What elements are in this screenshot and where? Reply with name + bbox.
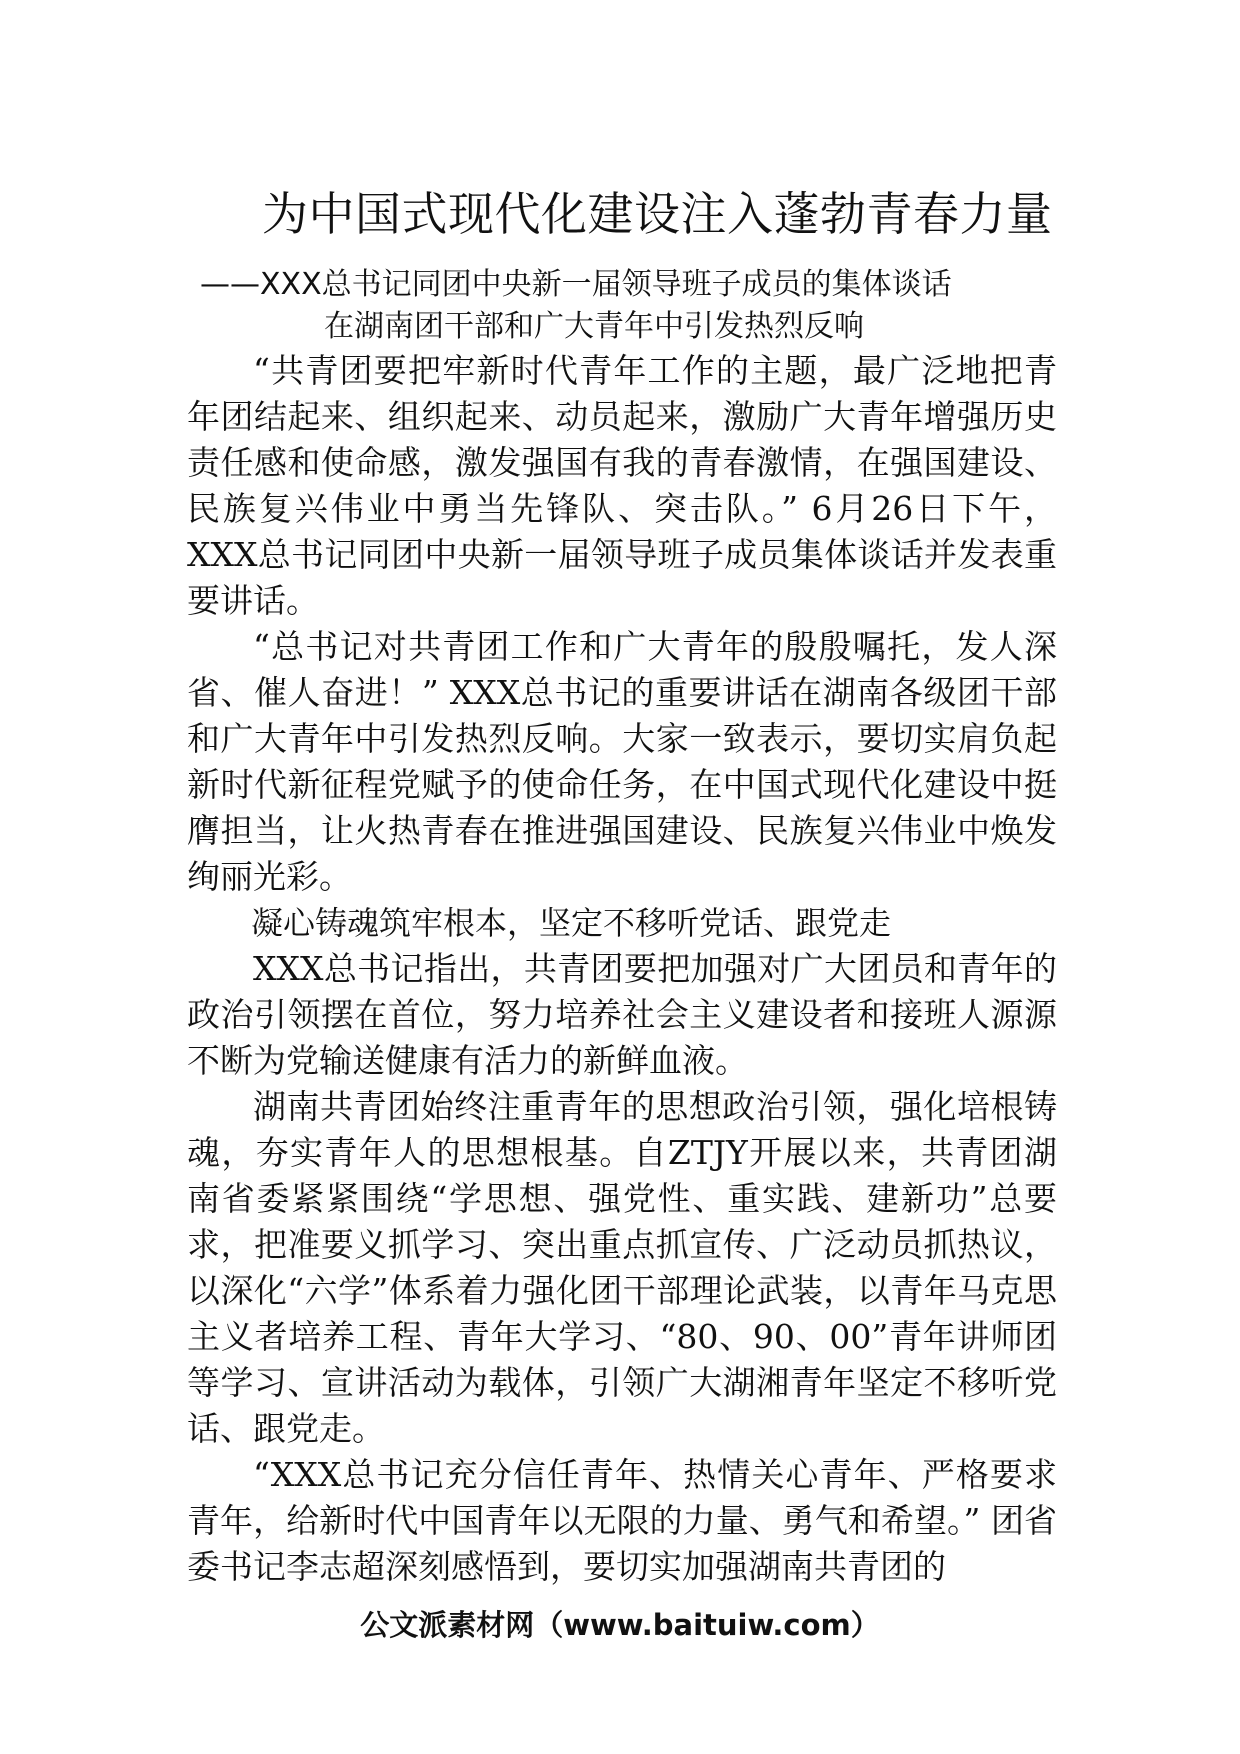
footer-watermark: 公文派素材网（www.baituiw.com） xyxy=(360,1608,880,1642)
subtitle-line-1: ——XXX总书记同团中央新一届领导班子成员的集体谈话 xyxy=(200,267,952,302)
paragraph: XXX总书记指出，共青团要把加强对广大团员和青年的政治引领摆在首位，努力培养社会主义建设者和接班人源源不断为党输送健康有活力的新鲜血液。 xyxy=(187,949,1057,1080)
paragraph: “XXX总书记充分信任青年、热情关心青年、严格要求青年，给新时代中国青年以无限的力量、勇气和希望。” 团省委书记李志超深刻感悟到，要切实加强湖南共青团的 xyxy=(187,1455,1057,1586)
document-subtitle xyxy=(200,264,1060,348)
subtitle-line-2: 在湖南团干部和广大青年中引发热烈反响 xyxy=(324,309,864,344)
section-heading: 凝心铸魂筑牢根本，坚定不移听党话、跟党走 xyxy=(251,904,892,942)
document-body xyxy=(187,348,1057,1590)
paragraph: “共青团要把牢新时代青年工作的主题，最广泛地把青年团结起来、组织起来、动员起来，激励广大青年增强历史责任感和使命感，激发强国有我的青春激情，在强国建设、民族复兴伟业中勇当先锋队、突击队。” 6月26日下午，XXX总书记同团中央新一届领导班子成员集体谈话并发表重要讲话。 xyxy=(187,351,1057,620)
document-title: 为中国式现代化建设注入蓬勃青春力量 xyxy=(262,187,1053,241)
paragraph: “总书记对共青团工作和广大青年的殷殷嘱托，发人深省、催人奋进！” XXX总书记的重要讲话在湖南各级团干部和广大青年中引发热烈反响。大家一致表示，要切实肩负起新时代新征程党赋予的使命任务，在中国式现代化建设中挺膺担当，让火热青春在推进强国建设、民族复兴伟业中焕发绚丽光彩。 xyxy=(187,627,1057,896)
paragraph: 湖南共青团始终注重青年的思想政治引领，强化培根铸魂，夯实青年人的思想根基。自ZTJY开展以来，共青团湖南省委紧紧围绕“学思想、强党性、重实践、建新功”总要求，把准要义抓学习、突出重点抓宣传、广泛动员抓热议，以深化“六学”体系着力强化团干部理论武装，以青年马克思主义者培养工程、青年大学习、“80、90、00”青年讲师团等学习、宣讲活动为载体，引领广大湖湘青年坚定不移听党话、跟党走。 xyxy=(187,1087,1057,1448)
